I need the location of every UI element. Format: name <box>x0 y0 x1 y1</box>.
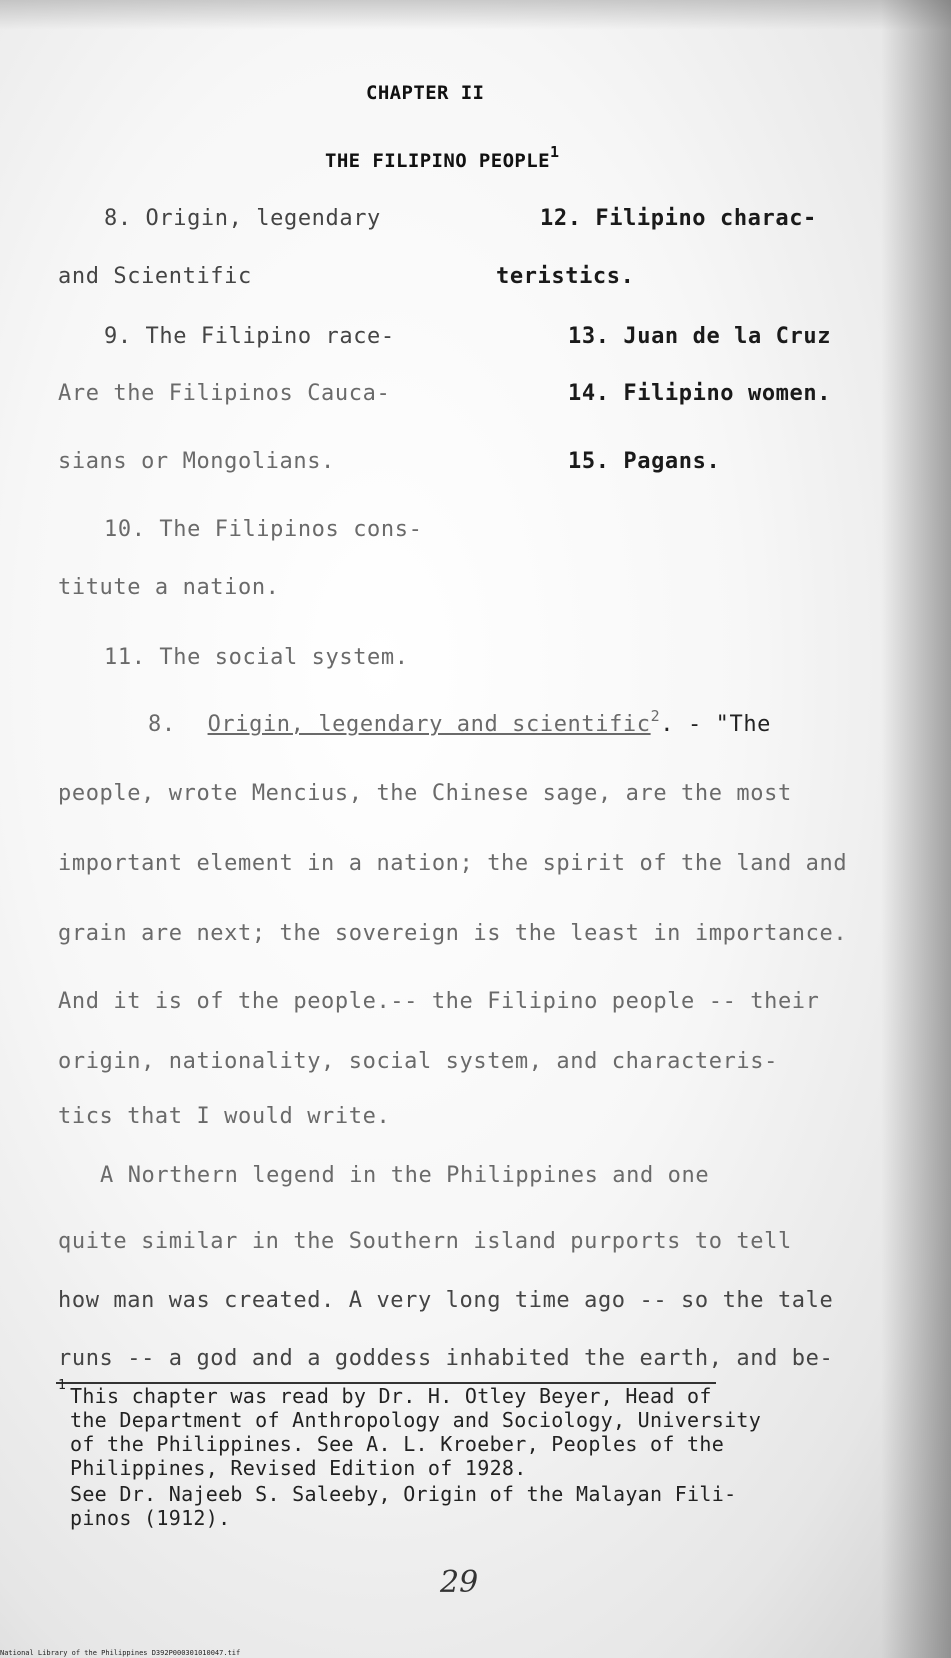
chapter-title-footnote-mark: 1 <box>549 143 560 161</box>
footnote-line-4: Philippines, Revised Edition of 1928. <box>70 1456 527 1480</box>
footnote-line-5: See Dr. Najeeb S. Saleeby, Origin of the Malayan Fili- <box>70 1482 737 1506</box>
topic-14-line1: 14. Filipino women. <box>568 381 832 406</box>
paragraph2-line-1: A Northern legend in the Philippines and one <box>100 1163 710 1188</box>
section8-number: 8. <box>148 712 176 737</box>
chapter-title <box>325 143 560 172</box>
scan-shadow-right <box>881 0 951 1658</box>
section8-line-4: And it is of the people.-- the Filipino people -- their <box>58 989 820 1014</box>
chapter-label: CHAPTER II <box>366 82 485 104</box>
topic-15-line1: 15. Pagans. <box>568 449 721 474</box>
paragraph2-line-3: how man was created. A very long time ago -- so the tale <box>58 1288 834 1313</box>
topic-8-line2: and Scientific <box>58 264 252 289</box>
paragraph2-line-4: runs -- a god and a goddess inhabited the earth, and be- <box>58 1346 834 1371</box>
section8-line-6: tics that I would write. <box>58 1104 391 1129</box>
paragraph2-line-2: quite similar in the Southern island purports to tell <box>58 1229 792 1254</box>
section8-heading-line <box>148 707 772 737</box>
footnote-mark: 1 <box>58 1378 67 1393</box>
footnote-line-3: of the Philippines. See A. L. Kroeber, Peoples of the <box>70 1432 725 1456</box>
topic-10-line1: 10. The Filipinos cons- <box>104 517 423 542</box>
scan-shadow-top <box>0 0 951 30</box>
chapter-title-text: THE FILIPINO PEOPLE <box>325 150 550 172</box>
topic-9-line2: Are the Filipinos Cauca- <box>58 381 391 406</box>
footnote-line-2: the Department of Anthropology and Sociology, University <box>70 1408 762 1432</box>
section8-line-1: people, wrote Mencius, the Chinese sage, are the most <box>58 781 792 806</box>
section8-line-5: origin, nationality, social system, and characteris- <box>58 1049 778 1074</box>
section8-footnote-mark: 2 <box>650 707 661 725</box>
topic-13-line1: 13. Juan de la Cruz <box>568 324 832 349</box>
section8-lead: . - "The <box>660 712 772 737</box>
topic-9-line3: sians or Mongolians. <box>58 449 335 474</box>
topic-11-line1: 11. The social system. <box>104 645 409 670</box>
topic-12-line1: 12. Filipino charac- <box>540 206 817 231</box>
section8-heading: Origin, legendary and scientific <box>207 712 651 737</box>
section8-line-2: important element in a nation; the spirit of the land and <box>58 851 848 876</box>
footnote-line-6: pinos (1912). <box>70 1506 231 1530</box>
scan-footer: National Library of the Philippines D392P000301010047.tif <box>0 1649 241 1657</box>
footnote-line-1: This chapter was read by Dr. H. Otley Beyer, Head of <box>70 1384 712 1408</box>
page-number: 29 <box>440 1565 479 1600</box>
section8-line-3: grain are next; the sovereign is the least in importance. <box>58 921 848 946</box>
topic-9-line1: 9. The Filipino race- <box>104 324 395 349</box>
topic-10-line2: titute a nation. <box>58 575 280 600</box>
topic-12-line2: teristics. <box>496 264 635 289</box>
topic-8-line1: 8. Origin, legendary <box>104 206 381 231</box>
